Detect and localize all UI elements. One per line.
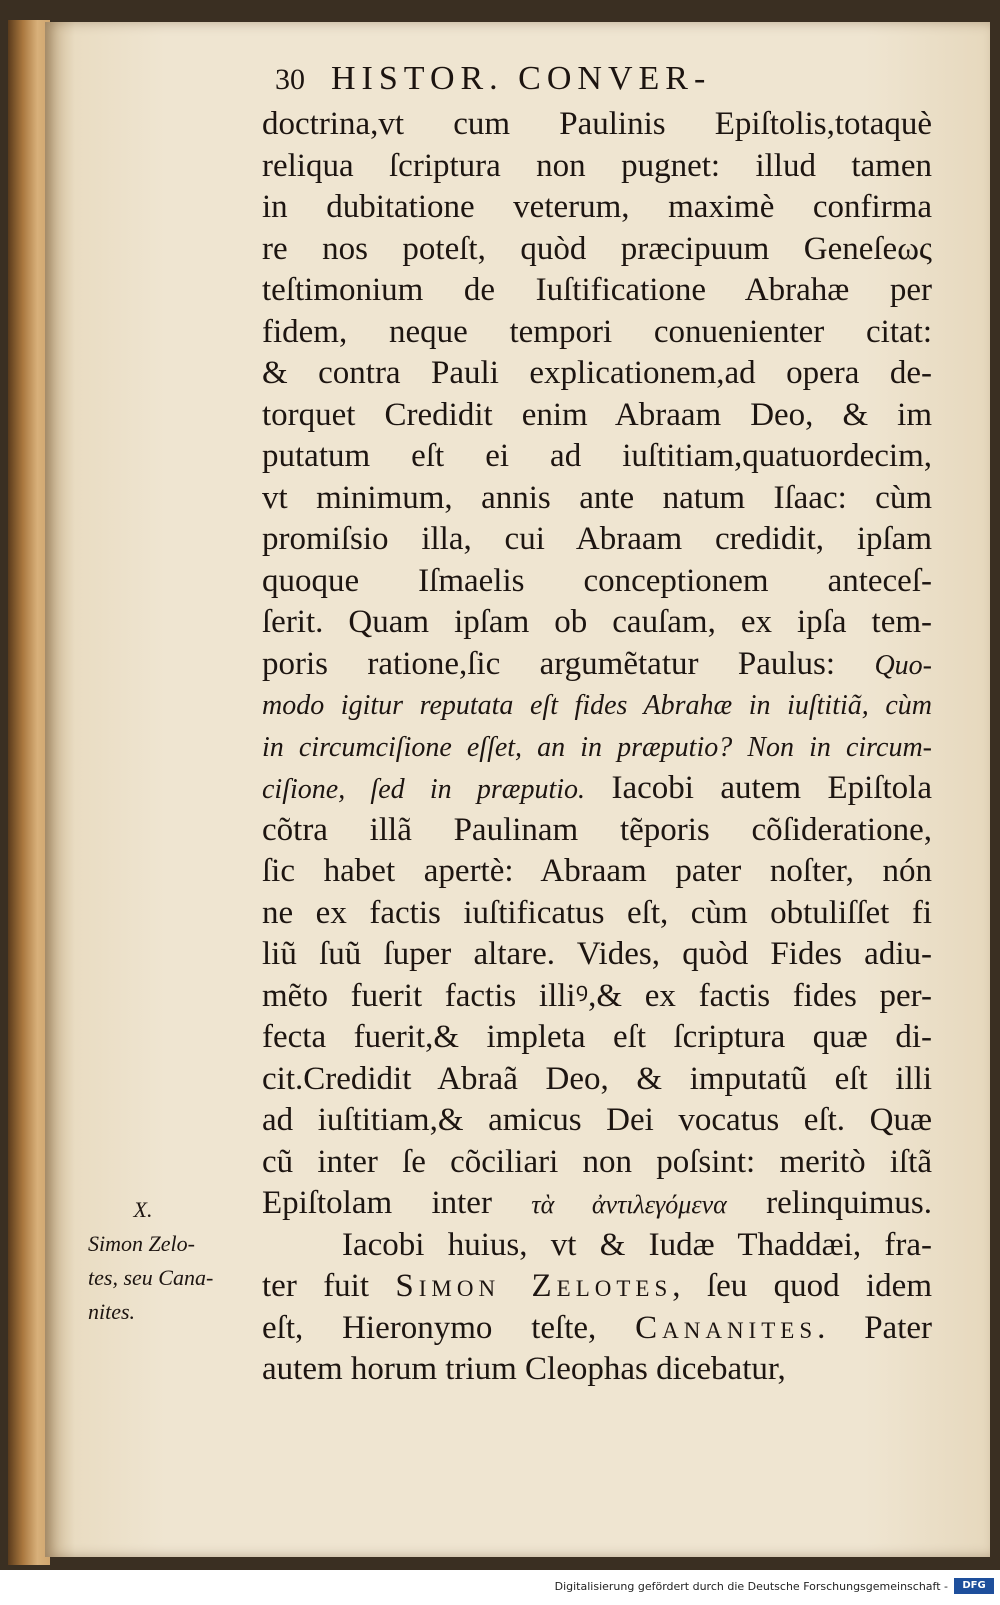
quotation-segment: ciſione, ſed in præputio.: [262, 774, 585, 805]
greek-phrase: τὰ ἀντιλεγόμενα: [531, 1190, 727, 1219]
text-line: mẽto fuerit factis illiꝰ,& ex factis fides per-: [262, 977, 932, 1014]
text-line: cõtra illã Paulinam tẽporis cõſideratione,: [262, 811, 932, 848]
text-line: teſtimonium de Iuſtificatione Abrahæ per: [262, 272, 932, 308]
text-line: fidem, neque tempori conuenienter citat:: [262, 313, 932, 350]
text-line: in dubitatione veterum, maximè confirma: [262, 189, 932, 225]
quotation-line: modo igitur reputata eſt fides Abrahæ in iuſtitiã, cùm: [262, 690, 932, 721]
text-line: [262, 644, 932, 686]
body-text: [262, 104, 932, 1391]
page-number: 30: [275, 63, 305, 96]
text-line: quoque Iſmaelis conceptionem anteceſ-: [262, 562, 932, 599]
running-head: [275, 60, 895, 104]
quotation-line: in circumciſione eſſet, an in præputio? Non in circum-: [262, 731, 932, 763]
text-line: ad iuſtitiam,& amicus Dei vocatus eſt. Quæ: [262, 1102, 932, 1138]
text-line: promiſsio illa, cui Abraam credidit, ipſam: [262, 521, 932, 557]
text-line: [262, 1266, 932, 1308]
text-line: reliqua ſcriptura non pugnet: illud tamen: [262, 147, 932, 184]
digitization-footer: [0, 1570, 1000, 1605]
text-line: fecta fuerit,& impleta eſt ſcriptura quæ di-: [262, 1019, 932, 1055]
text-line: & contra Pauli explicationem,ad opera de-: [262, 355, 932, 391]
text-segment: Epiſtolam inter: [262, 1185, 532, 1221]
text-line: [262, 1308, 932, 1350]
text-line: re nos poteſt, quòd præcipuum Geneſeως: [262, 230, 932, 267]
text-line: cit.Credidit Abraã Deo, & imputatũ eſt illi: [262, 1060, 932, 1097]
text-line: cũ inter ſe cõciliari non poſsint: meritò iſtã: [262, 1143, 932, 1180]
margin-note-line: tes, seu Cana-: [88, 1265, 214, 1290]
funding-credit: Digitalisierung gefördert durch die Deutsche Forschungsgemeinschaft -: [554, 1580, 948, 1593]
text-line: doctrina,vt cum Paulinis Epiſtolis,totaquè: [262, 106, 932, 142]
text-line: putatum eſt ei ad iuſtitiam,quatuordecim,: [262, 438, 932, 474]
running-title: HISTOR. CONVER-: [331, 60, 712, 97]
text-line: [262, 1183, 932, 1225]
margin-note-line: Simon Zelo-: [88, 1231, 195, 1256]
text-line: liũ ſuũ ſuper altare. Vides, quòd Fides adiu-: [262, 936, 932, 972]
dfg-logo: DFG: [954, 1578, 994, 1594]
text-line: [262, 768, 932, 810]
text-line: ſerit. Quam ipſam ob cauſam, ex ipſa tem-: [262, 604, 932, 640]
text-line: vt minimum, annis ante natum Iſaac: cùm: [262, 479, 932, 516]
text-segment: Iacobi autem Epiſtola: [585, 770, 932, 806]
book-spine-edge: [8, 20, 50, 1565]
name-small-caps: Simon Zelotes: [395, 1268, 673, 1304]
text-segment: . Pater: [817, 1309, 932, 1346]
margin-note: [88, 1193, 248, 1329]
margin-note-line: nites.: [88, 1299, 136, 1324]
text-line: ſic habet apertè: Abraam pater noſter, nón: [262, 853, 932, 889]
text-segment: relinquimus.: [726, 1185, 932, 1221]
text-line: autem horum trium Cleophas dicebatur,: [262, 1351, 786, 1387]
text-line: ne ex factis iuſtificatus eſt, cùm obtuliſſet fi: [262, 894, 932, 931]
text-line: torquet Credidit enim Abraam Deo, & im: [262, 396, 932, 433]
text-segment: , ſeu quod idem: [672, 1268, 932, 1304]
text-segment: ter fuit: [262, 1268, 396, 1304]
text-segment: poris ratione,ſic argumẽtatur Paulus:: [262, 645, 875, 682]
name-small-caps: Cananites: [635, 1309, 818, 1346]
text-segment: eſt, Hieronymo teſte,: [262, 1309, 636, 1346]
paragraph-first-line: Iacobi huius, vt & Iudæ Thaddæi, fra-: [342, 1226, 932, 1263]
quotation-segment: Quo-: [874, 649, 932, 681]
margin-numeral: X.: [133, 1197, 153, 1222]
